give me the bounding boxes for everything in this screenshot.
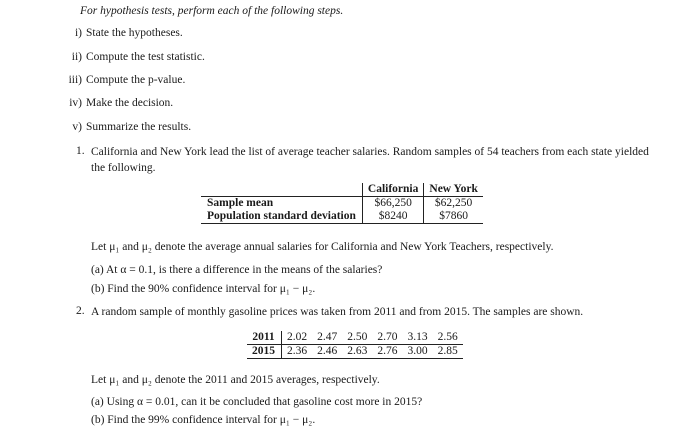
row-label-2015: 2015 <box>247 345 282 359</box>
column-header-new-york: New York <box>429 183 478 195</box>
salary-table <box>201 183 483 224</box>
problem-1-text: California and New York lead the list of average teacher salaries. Random samples of 54 teachers from each state yielded the following. <box>91 146 649 174</box>
row-label-population-sd: Population standard deviation <box>201 210 362 224</box>
problem-2-part-a: (a) Using α = 0.01, can it be concluded that gasoline cost more in 2015? <box>91 396 423 408</box>
table-cell: 2.63 <box>342 345 372 359</box>
column-header-california: California <box>362 183 423 197</box>
step-item: i) State the hypotheses. <box>74 27 183 39</box>
step-item: iv) Make the decision. <box>69 97 174 109</box>
problem-1-let-text: Let μ₁ and μ₂ denote the average annual salaries for California and New York Teachers, respectively. <box>91 241 554 253</box>
problem-1-part-a: (a) At α = 0.1, is there a difference in the means of the salaries? <box>91 264 383 276</box>
table-cell: $66,250 <box>362 197 423 211</box>
row-label-sample-mean: Sample mean <box>201 197 362 211</box>
table-cell: 2.50 <box>342 331 372 345</box>
table-cell: 2.36 <box>282 345 313 359</box>
problem-1-part-b: (b) Find the 90% confidence interval for μ₁ − μ₂. <box>91 283 316 295</box>
table-cell: 2.46 <box>312 345 342 359</box>
gasoline-table <box>247 331 463 359</box>
table-cell: $8240 <box>362 210 423 224</box>
table-cell: 3.00 <box>403 345 433 359</box>
table-cell: 2.47 <box>312 331 342 345</box>
table-cell: $62,250 <box>424 197 483 211</box>
table-cell: 3.13 <box>403 331 433 345</box>
intro-text: For hypothesis tests, perform each of the following steps. <box>80 5 344 17</box>
table-cell: 2.85 <box>433 345 463 359</box>
table-cell: 2.56 <box>433 331 463 345</box>
problem-2-part-b: (b) Find the 99% confidence interval for μ₁ − μ₂. <box>91 414 316 426</box>
step-item: iii) Compute the p-value. <box>68 74 186 86</box>
table-cell: $7860 <box>424 210 483 224</box>
row-label-2011: 2011 <box>247 331 282 345</box>
problem-2-number: 2. <box>76 305 85 317</box>
table-cell: 2.70 <box>372 331 402 345</box>
problem-2-text: A random sample of monthly gasoline prices was taken from 2011 and from 2015. The samples are shown. <box>91 306 584 318</box>
step-item: ii) Compute the test statistic. <box>71 51 205 63</box>
problem-2-let-text: Let μ₁ and μ₂ denote the 2011 and 2015 averages, respectively. <box>91 374 380 386</box>
step-item: v) Summarize the results. <box>72 121 192 133</box>
table-cell: 2.76 <box>372 345 402 359</box>
table-cell: 2.02 <box>282 331 313 345</box>
problem-1-number: 1. <box>76 145 85 157</box>
